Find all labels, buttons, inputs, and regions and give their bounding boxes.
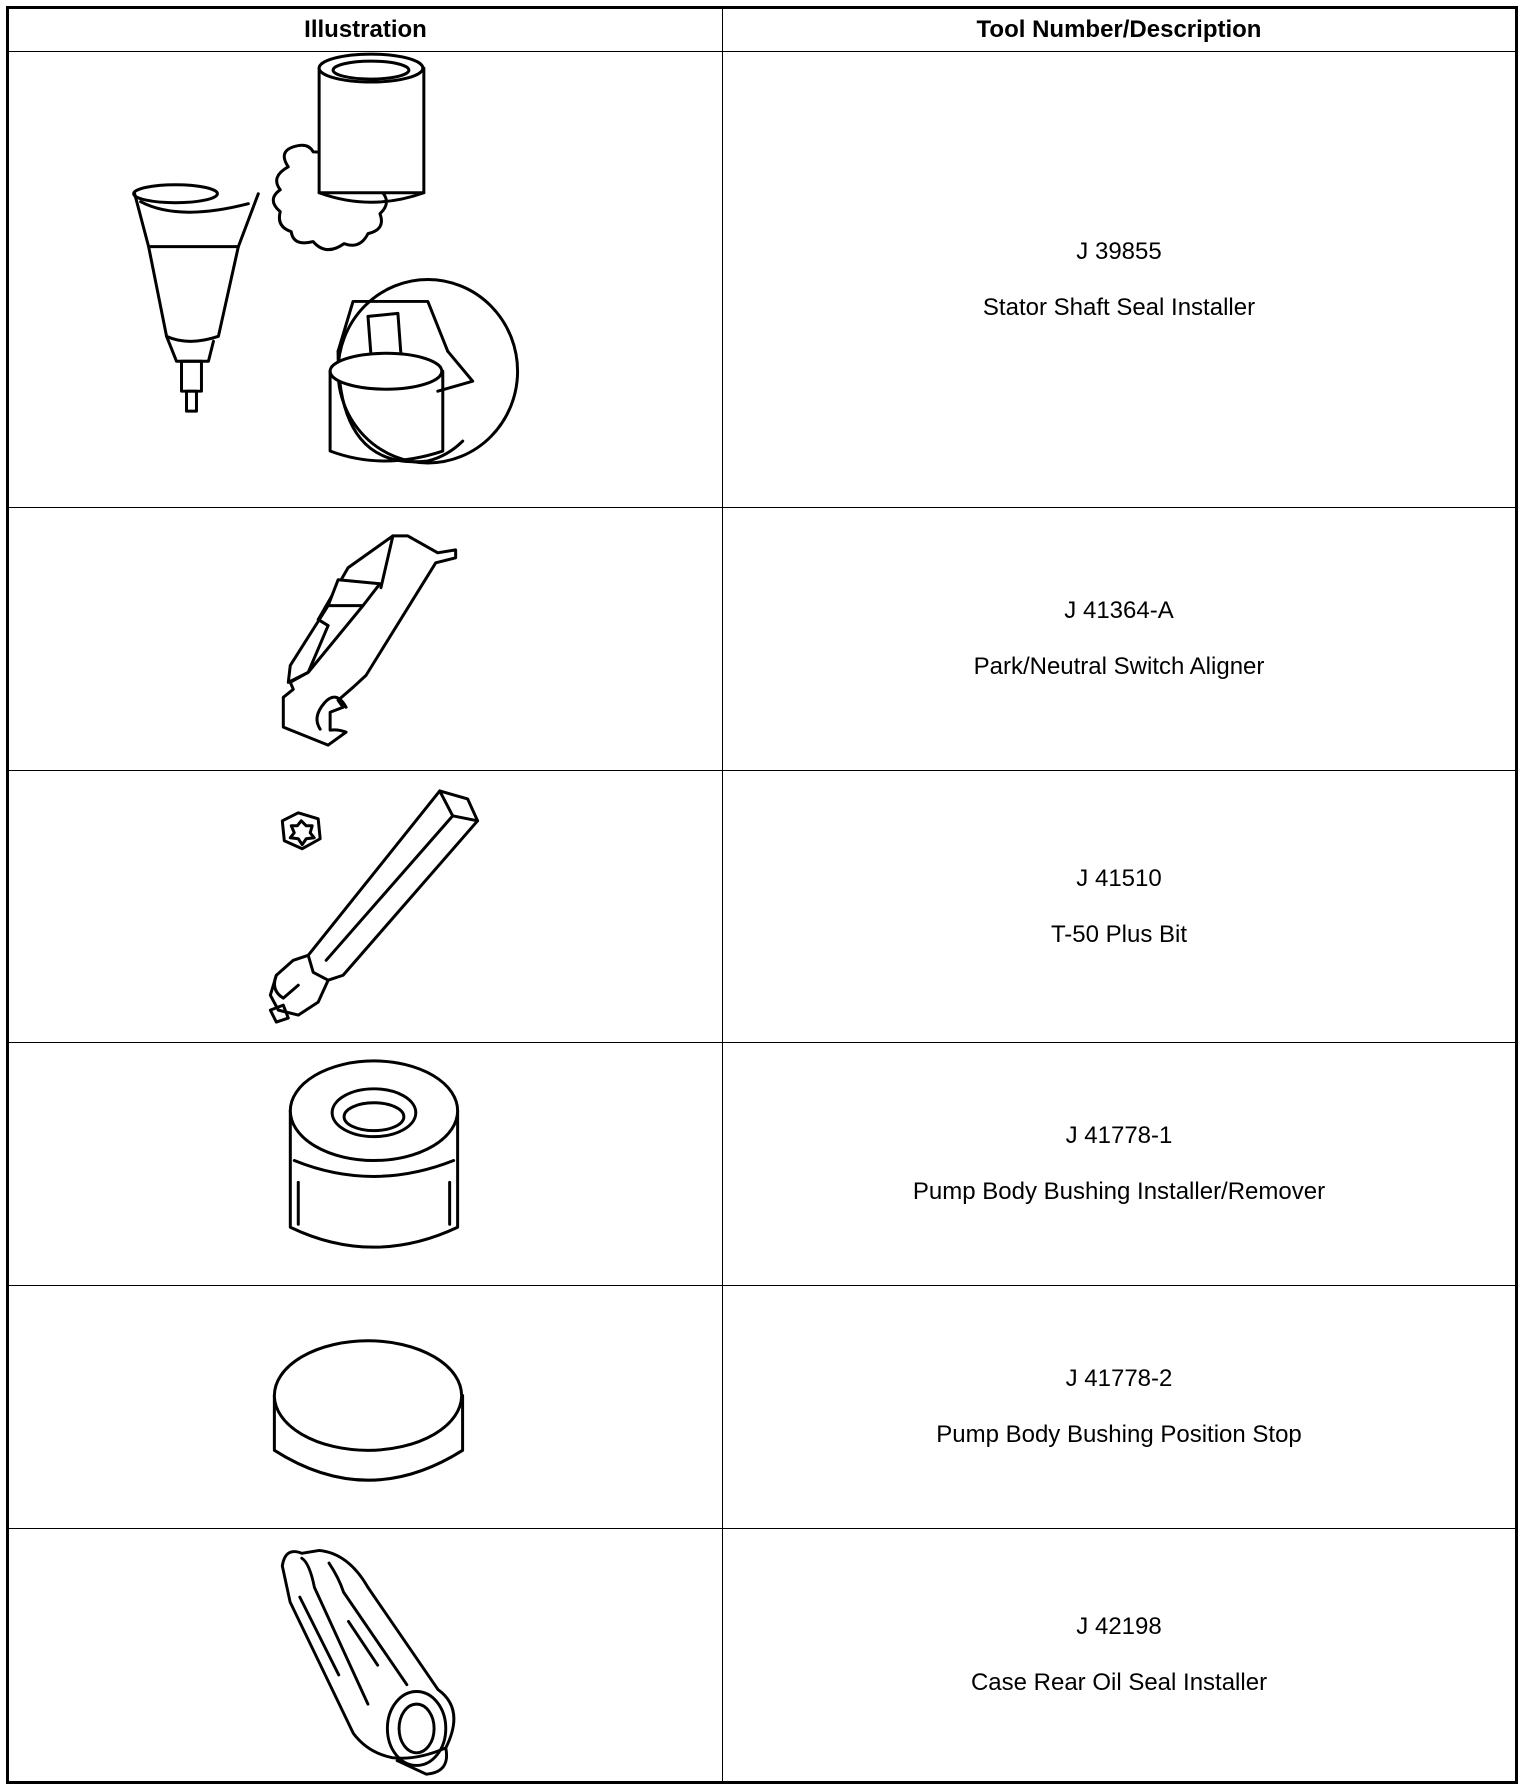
header-illustration: Illustration xyxy=(8,8,723,52)
tool-number: J 41510 xyxy=(1076,864,1162,892)
tool-number: J 41778-2 xyxy=(1065,1365,1173,1392)
tool-description: T-50 Plus Bit xyxy=(1050,920,1188,948)
tool-description: Pump Body Bushing Installer/Remover xyxy=(912,1178,1326,1205)
tool-description-cell xyxy=(723,1286,1517,1529)
table-row xyxy=(8,1529,1517,1783)
header-tool-number-description: Tool Number/Description xyxy=(723,8,1517,52)
pump-body-bushing-installer-illustration xyxy=(9,1043,722,1285)
tool-description-cell xyxy=(723,508,1517,771)
tool-description: Park/Neutral Switch Aligner xyxy=(973,653,1265,680)
table-row xyxy=(8,1043,1517,1286)
header-row xyxy=(8,8,1517,52)
tool-description-cell xyxy=(723,1529,1517,1783)
tool-description-cell xyxy=(723,52,1517,508)
park-neutral-switch-aligner-illustration xyxy=(9,508,722,770)
pump-body-bushing-position-stop-illustration xyxy=(9,1286,722,1528)
tool-description: Case Rear Oil Seal Installer xyxy=(970,1669,1268,1696)
illustration-cell xyxy=(8,508,723,771)
stator-shaft-seal-installer-illustration xyxy=(9,52,722,507)
tool-table xyxy=(6,6,1518,1784)
tool-number: J 41364-A xyxy=(1064,597,1174,624)
illustration-cell xyxy=(8,52,723,508)
tool-description-cell xyxy=(723,1043,1517,1286)
tool-number: J 42198 xyxy=(1076,1613,1162,1640)
case-rear-oil-seal-installer-illustration xyxy=(9,1529,722,1781)
illustration-cell xyxy=(8,771,723,1043)
illustration-cell xyxy=(8,1529,723,1783)
tool-description: Pump Body Bushing Position Stop xyxy=(936,1421,1302,1448)
table-row xyxy=(8,508,1517,771)
table-row xyxy=(8,771,1517,1043)
tool-number: J 39855 xyxy=(1076,237,1162,265)
tool-description-cell xyxy=(723,771,1517,1043)
illustration-cell xyxy=(8,1286,723,1529)
illustration-cell xyxy=(8,1043,723,1286)
table-row xyxy=(8,1286,1517,1529)
t50-plus-bit-illustration xyxy=(9,771,722,1042)
tool-number: J 41778-1 xyxy=(1065,1122,1173,1149)
table-row xyxy=(8,52,1517,508)
tool-description: Stator Shaft Seal Installer xyxy=(982,293,1256,321)
